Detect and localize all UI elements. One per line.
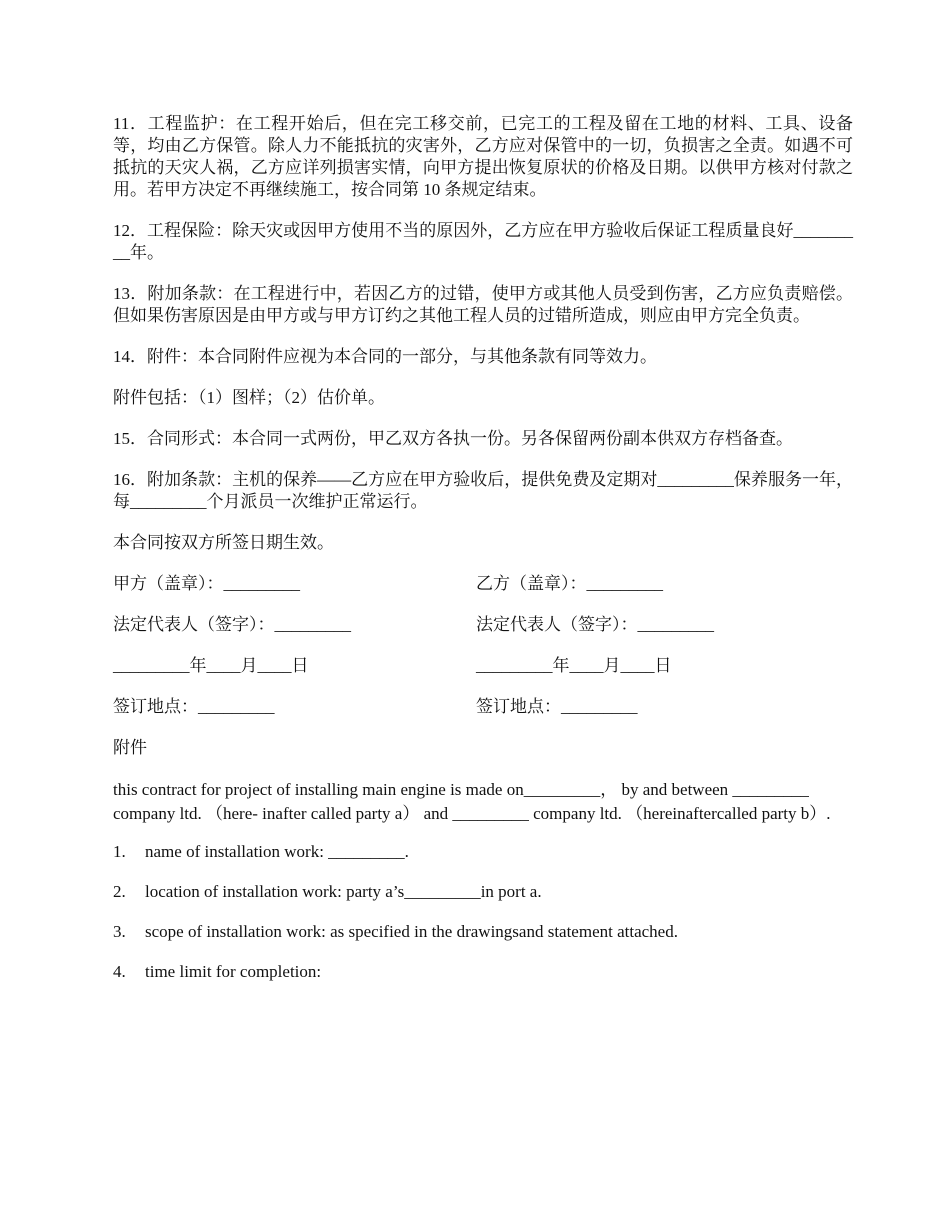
item-number: 2.: [113, 882, 126, 901]
effective-date-statement: 本合同按双方所签日期生效。: [113, 533, 334, 552]
item-text: scope of installation work: as specified in the drawingsand statement attached.: [145, 922, 678, 941]
representative-row: [113, 614, 853, 636]
english-item: [113, 961, 853, 983]
english-item: [113, 881, 853, 903]
party-b-seal: 乙方（盖章）：_________: [476, 574, 663, 593]
party-a-seal: 甲方（盖章）：_________: [113, 574, 300, 593]
party-b-representative: 法定代表人（签字）：_________: [476, 615, 714, 634]
appendix-heading: 附件: [113, 738, 147, 757]
english-intro: this contract for project of installing main engine is made on_________， by and between _________ company ltd. （here- inafter called party a） and _________ company ltd. （hereinaftercalled party b）.: [113, 780, 831, 823]
english-item: [113, 921, 853, 943]
clause-12-insurance: 12．工程保险：除天灾或因甲方使用不当的原因外，乙方应在甲方验收后保证工程质量良好_________年。: [113, 221, 853, 262]
party-a-place: 签订地点：_________: [113, 697, 275, 716]
party-a-date: _________年____月____日: [113, 656, 309, 675]
party-b-place: 签订地点：_________: [476, 697, 638, 716]
clause-16-maintenance: 16．附加条款：主机的保养——乙方应在甲方验收后，提供免费及定期对_________保养服务一年，每_________个月派员一次维护正常运行。: [113, 470, 853, 511]
item-number: 1.: [113, 842, 126, 861]
clause-13-additional: 13．附加条款：在工程进行中，若因乙方的过错，使甲方或其他人员受到伤害，乙方应负责赔偿。但如果伤害原因是由甲方或与甲方订约之其他工程人员的过错所造成，则应由甲方完全负责。: [113, 284, 853, 325]
contract-page: [113, 113, 853, 1001]
item-text: name of installation work: _________.: [145, 842, 409, 861]
clause-15-contract-form: 15．合同形式：本合同一式两份，甲乙双方各执一份。另各保留两份副本供双方存档备查。: [113, 429, 793, 448]
item-text: location of installation work: party a’s_________in port a.: [145, 882, 542, 901]
clause-14-attachments: 14．附件：本合同附件应视为本合同的一部分，与其他条款有同等效力。: [113, 347, 657, 366]
english-item: [113, 841, 853, 863]
party-a-representative: 法定代表人（签字）：_________: [113, 615, 351, 634]
item-number: 3.: [113, 922, 126, 941]
date-row: [113, 655, 853, 677]
seal-row: [113, 573, 853, 595]
attachments-list: 附件包括：（1）图样；（2）估价单。: [113, 388, 385, 407]
item-number: 4.: [113, 962, 126, 981]
item-text: time limit for completion:: [145, 962, 322, 981]
place-row: [113, 696, 853, 718]
party-b-date: _________年____月____日: [476, 656, 672, 675]
clause-11-monitoring: 11．工程监护：在工程开始后，但在完工移交前，已完工的工程及留在工地的材料、工具、设备等，均由乙方保管。除人力不能抵抗的灾害外，乙方应对保管中的一切，负损害之全责。如遇不可抵抗的天灾人祸，乙方应详列损害实情，向甲方提出恢复原状的价格及日期。以供甲方核对付款之用。若甲方决定不再继续施工，按合同第 10 条规定结束。: [113, 114, 853, 199]
